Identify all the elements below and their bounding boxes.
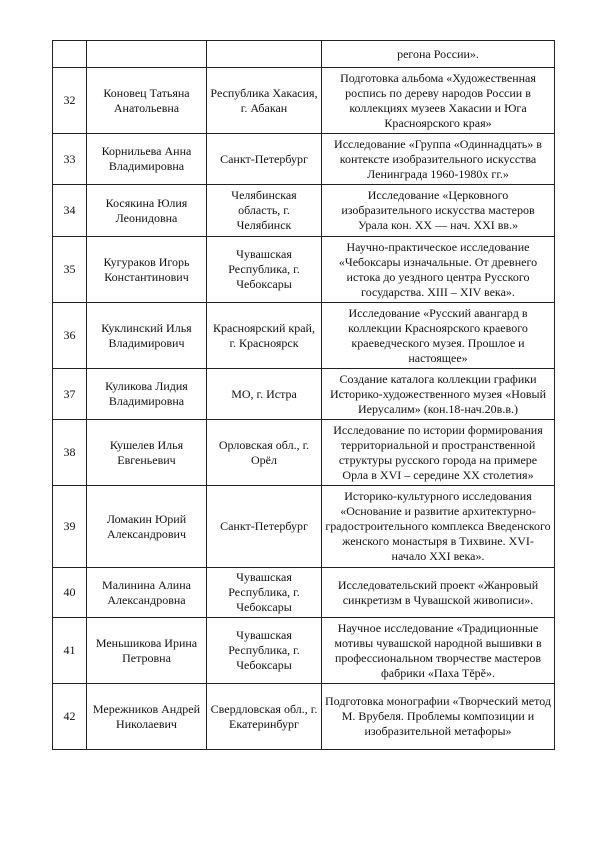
row-number: 38 bbox=[53, 420, 87, 486]
row-number: 35 bbox=[53, 237, 87, 303]
person-name: Коновец Татьяна Анатольевна bbox=[87, 68, 207, 134]
table-row bbox=[53, 303, 555, 369]
row-number: 32 bbox=[53, 68, 87, 134]
table-row bbox=[53, 618, 555, 684]
table-row bbox=[53, 684, 555, 750]
table-row bbox=[53, 68, 555, 134]
project-topic: Подготовка монографии «Творческий метод М. Врубеля. Проблемы композиции и изобразительной метафоры» bbox=[322, 684, 555, 750]
project-topic: Исследование по истории формирования территориальной и пространственной структуры русского города на примере Орла в XVI – середине XX столетия» bbox=[322, 420, 555, 486]
row-number: 33 bbox=[53, 134, 87, 185]
row-number: 39 bbox=[53, 486, 87, 568]
row-number: 34 bbox=[53, 185, 87, 237]
person-name: Корнильева Анна Владимировна bbox=[87, 134, 207, 185]
region: Свердловская обл., г. Екатеринбург bbox=[207, 684, 322, 750]
region: Челябинская область, г. Челябинск bbox=[207, 185, 322, 237]
person-name: Косякина Юлия Леонидовна bbox=[87, 185, 207, 237]
project-topic: Создание каталога коллекции графики Историко-художественного музея «Новый Иерусалим» (кон.18-нач.20в.в.) bbox=[322, 369, 555, 420]
row-number bbox=[53, 41, 87, 68]
region: МО, г. Истра bbox=[207, 369, 322, 420]
row-number: 41 bbox=[53, 618, 87, 684]
row-number: 42 bbox=[53, 684, 87, 750]
project-topic: Исследование «Церковного изобразительного искусства мастеров Урала кон. XX — нач. XXI вв.» bbox=[322, 185, 555, 237]
region: Чувашская Республика, г. Чебоксары bbox=[207, 237, 322, 303]
project-topic: Исследование «Группа «Одиннадцать» в контексте изобразительного искусства Ленинграда 1960-1980х гг.» bbox=[322, 134, 555, 185]
project-topic: Научно-практическое исследование «Чебоксары изначальные. От древнего истока до уездного центра Русского государства. XIII – XIV века». bbox=[322, 237, 555, 303]
project-topic: Исследование «Русский авангард в коллекции Красноярского краевого краеведческого музея. Прошлое и настоящее» bbox=[322, 303, 555, 369]
person-name: Ломакин Юрий Александрович bbox=[87, 486, 207, 568]
person-name: Мережников Андрей Николаевич bbox=[87, 684, 207, 750]
row-number: 36 bbox=[53, 303, 87, 369]
person-name: Куклинский Илья Владимирович bbox=[87, 303, 207, 369]
table-row bbox=[53, 568, 555, 618]
person-name: Кушелев Илья Евгеньевич bbox=[87, 420, 207, 486]
region: Санкт-Петербург bbox=[207, 134, 322, 185]
table-row bbox=[53, 134, 555, 185]
row-number: 37 bbox=[53, 369, 87, 420]
table-row bbox=[53, 420, 555, 486]
person-name: Кугураков Игорь Константинович bbox=[87, 237, 207, 303]
region: Санкт-Петербург bbox=[207, 486, 322, 568]
person-name: Куликова Лидия Владимировна bbox=[87, 369, 207, 420]
table-row bbox=[53, 185, 555, 237]
person-name bbox=[87, 41, 207, 68]
table-row bbox=[53, 369, 555, 420]
region: Красноярский край, г. Красноярск bbox=[207, 303, 322, 369]
project-topic: Исследовательский проект «Жанровый синкретизм в Чувашской живописи». bbox=[322, 568, 555, 618]
region: Чувашская Республика, г. Чебоксары bbox=[207, 568, 322, 618]
table-row bbox=[53, 237, 555, 303]
person-name: Меньшикова Ирина Петровна bbox=[87, 618, 207, 684]
table-row bbox=[53, 41, 555, 68]
row-number: 40 bbox=[53, 568, 87, 618]
project-topic: Научное исследование «Традиционные мотивы чувашской народной вышивки в профессиональном творчестве мастеров фабрики «Паха Тĕрĕ». bbox=[322, 618, 555, 684]
project-topic: Историко-культурного исследования «Основание и развитие архитектурно-градостроительного комплекса Введенского женского монастыря в Тихвине. XVI- начало XXI века». bbox=[322, 486, 555, 568]
person-name: Малинина Алина Александровна bbox=[87, 568, 207, 618]
region bbox=[207, 41, 322, 68]
region: Республика Хакасия, г. Абакан bbox=[207, 68, 322, 134]
region: Чувашская Республика, г. Чебоксары bbox=[207, 618, 322, 684]
table-row bbox=[53, 486, 555, 568]
project-topic: Подготовка альбома «Художественная роспись по дереву народов России в коллекциях музеев Хакасии и Юга Красноярского края» bbox=[322, 68, 555, 134]
project-topic: регона России». bbox=[322, 41, 555, 68]
projects-table bbox=[52, 40, 555, 750]
region: Орловская обл., г. Орёл bbox=[207, 420, 322, 486]
